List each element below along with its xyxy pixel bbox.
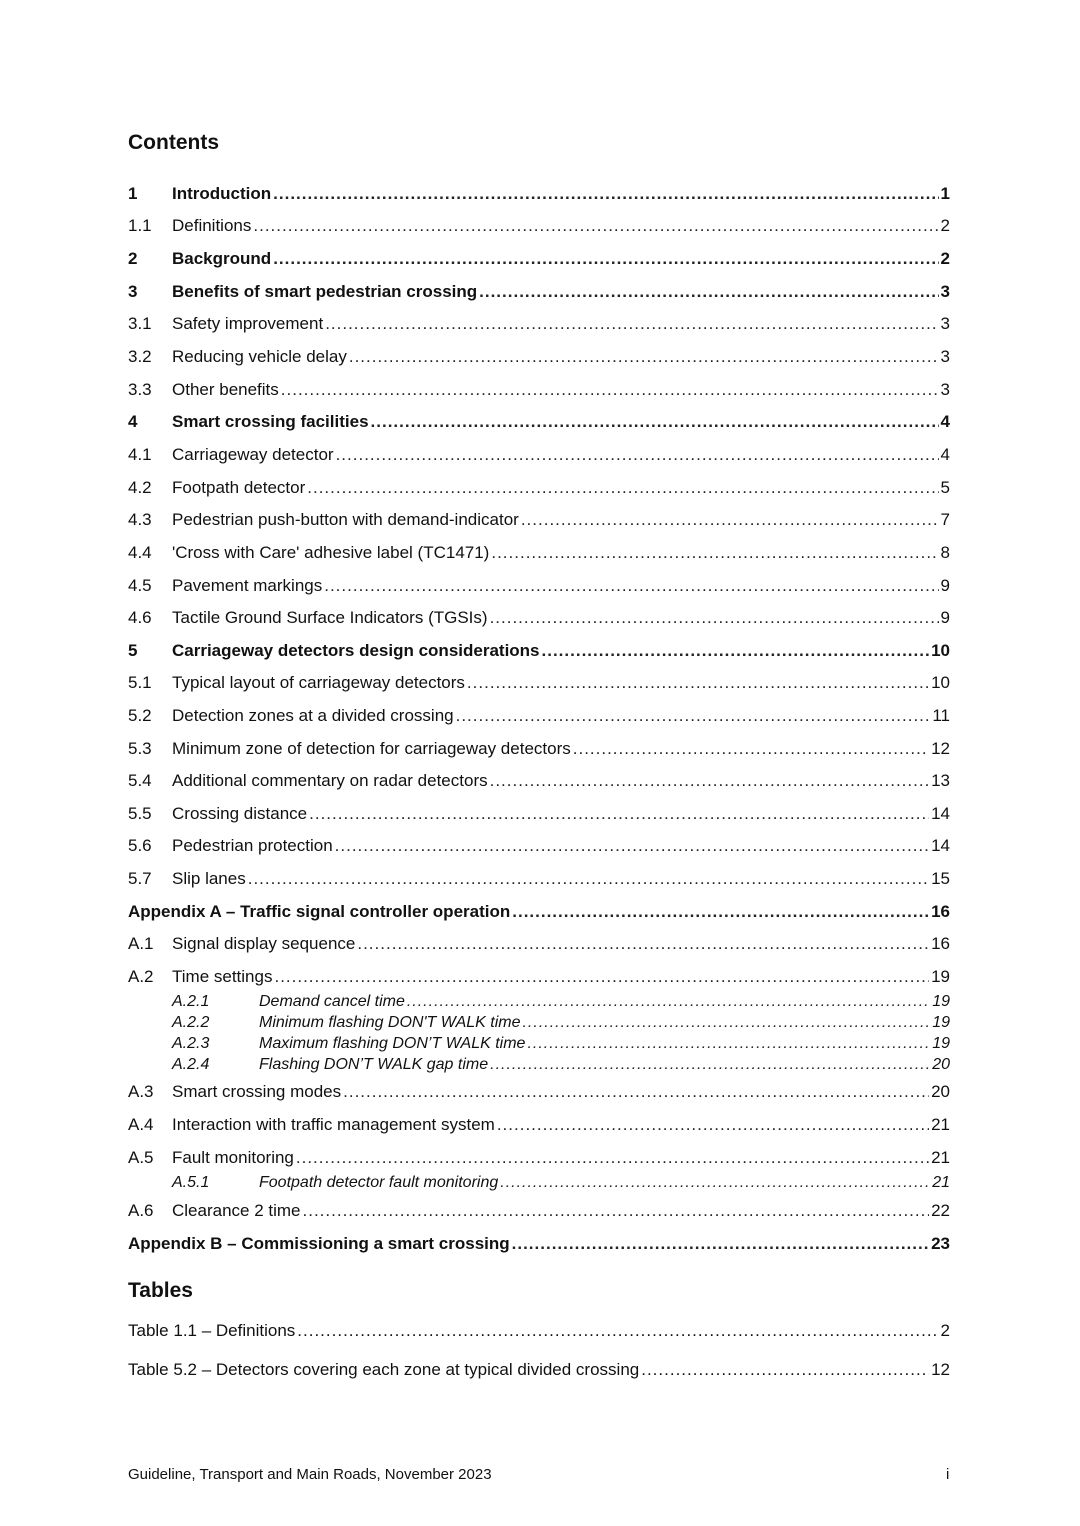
dot-leader: [349, 347, 939, 367]
toc-entry-page: 21: [932, 1174, 950, 1191]
toc-entry-page: 14: [931, 836, 950, 855]
toc-entry[interactable]: [128, 804, 950, 826]
toc-entry-number: 4.2: [128, 478, 152, 497]
toc-entry-page: 9: [940, 608, 950, 627]
toc-entry[interactable]: [128, 347, 950, 369]
toc-entry-title: Clearance 2 time: [172, 1201, 301, 1220]
toc-entry-number: 2: [128, 249, 138, 268]
toc-entry-number: 4: [128, 412, 138, 431]
toc-entry-page: 10: [931, 673, 950, 692]
toc-entry-title: Benefits of smart pedestrian crossing: [172, 282, 478, 301]
toc-entry-number: 5: [128, 641, 138, 660]
toc-entry-number: A.2.3: [172, 1035, 210, 1052]
toc-entry-title: Reducing vehicle delay: [172, 347, 347, 366]
toc-entry-number: 5.7: [128, 869, 152, 888]
toc-entry-number: A.4: [128, 1115, 154, 1134]
toc-entry-page: 3: [940, 314, 950, 333]
toc-entry-number: 4.4: [128, 543, 152, 562]
toc-entry-number: 3: [128, 282, 138, 301]
toc-entry-page: 2: [940, 249, 950, 268]
dot-leader: [343, 1082, 929, 1102]
toc-entry-title: Slip lanes: [172, 869, 246, 888]
toc-entry-page: 8: [940, 543, 950, 562]
toc-entry-page: 19: [932, 1014, 950, 1031]
toc-entry-page: 7: [940, 510, 950, 529]
dot-leader: [336, 445, 939, 465]
toc-entry[interactable]: [128, 1082, 950, 1104]
toc-entry[interactable]: [128, 1201, 950, 1223]
toc-entry-number: 3.1: [128, 314, 152, 333]
toc-entry-number: A.5: [128, 1148, 154, 1167]
toc-entry[interactable]: [172, 1014, 950, 1034]
toc-entry-page: 5: [940, 478, 950, 497]
toc-entry-number: A.6: [128, 1201, 154, 1220]
toc-entry[interactable]: [128, 902, 950, 924]
toc-entry-number: A.2: [128, 967, 154, 986]
toc-entry-title: Footpath detector fault monitoring: [259, 1174, 499, 1191]
toc-entry-number: 3.3: [128, 380, 152, 399]
dot-leader: [527, 1035, 930, 1053]
dot-leader: [273, 184, 938, 204]
dot-leader: [512, 902, 929, 922]
toc-entry-title: Signal display sequence: [172, 934, 356, 953]
toc-entry-page: 19: [932, 993, 950, 1010]
table-entry[interactable]: [128, 1360, 950, 1380]
dot-leader: [296, 1148, 929, 1168]
toc-entry-page: 3: [940, 380, 950, 399]
toc-entry-number: A.2.1: [172, 993, 210, 1010]
dot-leader: [512, 1234, 929, 1254]
dot-leader: [309, 804, 929, 824]
toc-entry-title: Crossing distance: [172, 804, 308, 823]
dot-leader: [335, 836, 929, 856]
dot-leader: [371, 412, 939, 432]
toc-entry-title: Additional commentary on radar detectors: [172, 771, 488, 790]
dot-leader: [490, 608, 939, 628]
toc-entry-title: Interaction with traffic management system: [172, 1115, 495, 1134]
contents-heading: Contents: [128, 131, 219, 154]
toc-entry[interactable]: [128, 739, 950, 761]
toc-entry-page: 21: [931, 1115, 950, 1134]
toc-entry-title: Tactile Ground Surface Indicators (TGSIs): [172, 608, 488, 627]
toc-entry-number: 5.3: [128, 739, 152, 758]
dot-leader: [307, 478, 938, 498]
toc-entry[interactable]: [128, 673, 950, 695]
toc-entry-page: 4: [940, 412, 950, 431]
tables-heading: Tables: [128, 1279, 193, 1302]
toc-entry-number: 5.1: [128, 673, 152, 692]
toc-entry[interactable]: [128, 967, 950, 989]
dot-leader: [281, 380, 939, 400]
toc-entry[interactable]: [128, 836, 950, 858]
toc-entry[interactable]: [128, 706, 950, 728]
dot-leader: [491, 543, 938, 563]
dot-leader: [297, 1321, 938, 1341]
toc-entry-title: Smart crossing facilities: [172, 412, 369, 431]
toc-entry[interactable]: [128, 1115, 950, 1137]
toc-entry-page: 21: [931, 1148, 950, 1167]
toc-entry-number: A.2.4: [172, 1056, 210, 1073]
footer-page-number: i: [946, 1466, 950, 1483]
toc-entry[interactable]: [128, 608, 950, 630]
toc-entry-title: Carriageway detectors design considerations: [172, 641, 540, 660]
dot-leader: [573, 739, 929, 759]
toc-entry-page: 4: [940, 445, 950, 464]
toc-entry-title: Flashing DON’T WALK gap time: [259, 1056, 489, 1073]
toc-entry-title: Typical layout of carriageway detectors: [172, 673, 465, 692]
toc-entry[interactable]: [128, 576, 950, 598]
toc-entry-title: Smart crossing modes: [172, 1082, 342, 1101]
dot-leader: [324, 576, 938, 596]
toc-entry-title: Pavement markings: [172, 576, 323, 595]
toc-entry-page: 3: [940, 347, 950, 366]
toc-entry-number: 5.5: [128, 804, 152, 823]
dot-leader: [479, 282, 938, 302]
toc-entry-number: 3.2: [128, 347, 152, 366]
toc-entry-page: 10: [931, 641, 950, 660]
toc-entry-title: Time settings: [172, 967, 273, 986]
dot-leader: [497, 1115, 929, 1135]
toc-entry-page: 14: [931, 804, 950, 823]
toc-entry-page: 19: [931, 967, 950, 986]
toc-entry[interactable]: [128, 184, 950, 206]
dot-leader: [521, 510, 939, 530]
toc-entry[interactable]: [128, 934, 950, 956]
toc-entry-title: Minimum flashing DON'T WALK time: [259, 1014, 521, 1031]
toc-entry-page: 16: [931, 902, 950, 921]
toc-entry[interactable]: [128, 412, 950, 434]
toc-entry-number: 4.5: [128, 576, 152, 595]
dot-leader: [490, 1056, 930, 1074]
toc-entry-page: 16: [931, 934, 950, 953]
dot-leader: [641, 1360, 929, 1380]
table-entry-title: Table 5.2 – Detectors covering each zone at typical divided crossing: [128, 1360, 640, 1379]
dot-leader: [456, 706, 931, 726]
dot-leader: [273, 249, 938, 269]
dot-leader: [253, 216, 938, 236]
toc-entry-page: 13: [931, 771, 950, 790]
toc-entry-number: 4.1: [128, 445, 152, 464]
toc-entry-title: Carriageway detector: [172, 445, 334, 464]
toc-entry[interactable]: [172, 993, 950, 1013]
toc-entry-number: 1.1: [128, 216, 152, 235]
toc-entry-number: A.2.2: [172, 1014, 210, 1031]
toc-entry-title: Definitions: [172, 216, 252, 235]
toc-entry-title: Detection zones at a divided crossing: [172, 706, 454, 725]
dot-leader: [357, 934, 929, 954]
dot-leader: [542, 641, 930, 661]
dot-leader: [467, 673, 929, 693]
toc-entry-title: Fault monitoring: [172, 1148, 294, 1167]
toc-entry[interactable]: [128, 249, 950, 271]
toc-entry-page: 9: [940, 576, 950, 595]
toc-entry-page: 23: [931, 1234, 950, 1253]
toc-entry[interactable]: [128, 380, 950, 402]
toc-entry[interactable]: [128, 510, 950, 532]
dot-leader: [407, 993, 930, 1011]
toc-entry-title: Introduction: [172, 184, 272, 203]
toc-entry-page: 22: [931, 1201, 950, 1220]
table-entry-page: 12: [931, 1360, 950, 1379]
toc-entry-page: 20: [931, 1082, 950, 1101]
toc-entry[interactable]: [128, 771, 950, 793]
toc-entry-title: Safety improvement: [172, 314, 324, 333]
toc-entry[interactable]: [128, 282, 950, 304]
toc-entry-page: 15: [931, 869, 950, 888]
dot-leader: [522, 1014, 930, 1032]
toc-entry-page: 12: [931, 739, 950, 758]
toc-entry-title: Minimum zone of detection for carriageway detectors: [172, 739, 571, 758]
toc-entry[interactable]: [128, 1148, 950, 1170]
toc-entry-title: 'Cross with Care' adhesive label (TC1471): [172, 543, 490, 562]
toc-entry[interactable]: [128, 216, 950, 238]
toc-entry-title: Appendix A – Traffic signal controller operation: [128, 902, 511, 921]
toc-entry-number: A.1: [128, 934, 154, 953]
toc-entry-title: Footpath detector: [172, 478, 306, 497]
toc-entry-page: 20: [932, 1056, 950, 1073]
dot-leader: [248, 869, 929, 889]
toc-entry-number: A.5.1: [172, 1174, 210, 1191]
toc-entry[interactable]: [128, 869, 950, 891]
table-entry-title: Table 1.1 – Definitions: [128, 1321, 296, 1340]
toc-entry[interactable]: [128, 314, 950, 336]
toc-entry-number: 1: [128, 184, 138, 203]
toc-entry[interactable]: [128, 478, 950, 500]
dot-leader: [490, 771, 929, 791]
toc-entry[interactable]: [128, 445, 950, 467]
dot-leader: [500, 1174, 930, 1192]
toc-entry[interactable]: [128, 543, 950, 565]
toc-entry-number: A.3: [128, 1082, 154, 1101]
toc-entry-number: 5.6: [128, 836, 152, 855]
toc-entry[interactable]: [128, 641, 950, 663]
dot-leader: [303, 1201, 930, 1221]
toc-entry-number: 5.4: [128, 771, 152, 790]
toc-entry[interactable]: [172, 1056, 950, 1076]
toc-entry[interactable]: [172, 1174, 950, 1194]
toc-entry-title: Demand cancel time: [259, 993, 405, 1010]
toc-entry[interactable]: [128, 1234, 950, 1256]
toc-entry-page: 1: [940, 184, 950, 203]
toc-entry-page: 19: [932, 1035, 950, 1052]
table-entry[interactable]: [128, 1321, 950, 1341]
toc-entry-title: Other benefits: [172, 380, 279, 399]
toc-entry[interactable]: [172, 1035, 950, 1055]
dot-leader: [325, 314, 938, 334]
dot-leader: [274, 967, 929, 987]
toc-entry-page: 2: [940, 216, 950, 235]
toc-entry-page: 3: [940, 282, 950, 301]
toc-entry-number: 5.2: [128, 706, 152, 725]
table-entry-page: 2: [940, 1321, 950, 1340]
toc-entry-number: 4.3: [128, 510, 152, 529]
toc-entry-title: Background: [172, 249, 272, 268]
toc-entry-title: Pedestrian push-button with demand-indicator: [172, 510, 519, 529]
footer-text: Guideline, Transport and Main Roads, November 2023: [128, 1466, 492, 1483]
toc-entry-number: 4.6: [128, 608, 152, 627]
toc-entry-title: Pedestrian protection: [172, 836, 333, 855]
toc-entry-title: Maximum flashing DON’T WALK time: [259, 1035, 526, 1052]
toc-entry-title: Appendix B – Commissioning a smart crossing: [128, 1234, 510, 1253]
toc-entry-page: 11: [932, 706, 950, 725]
